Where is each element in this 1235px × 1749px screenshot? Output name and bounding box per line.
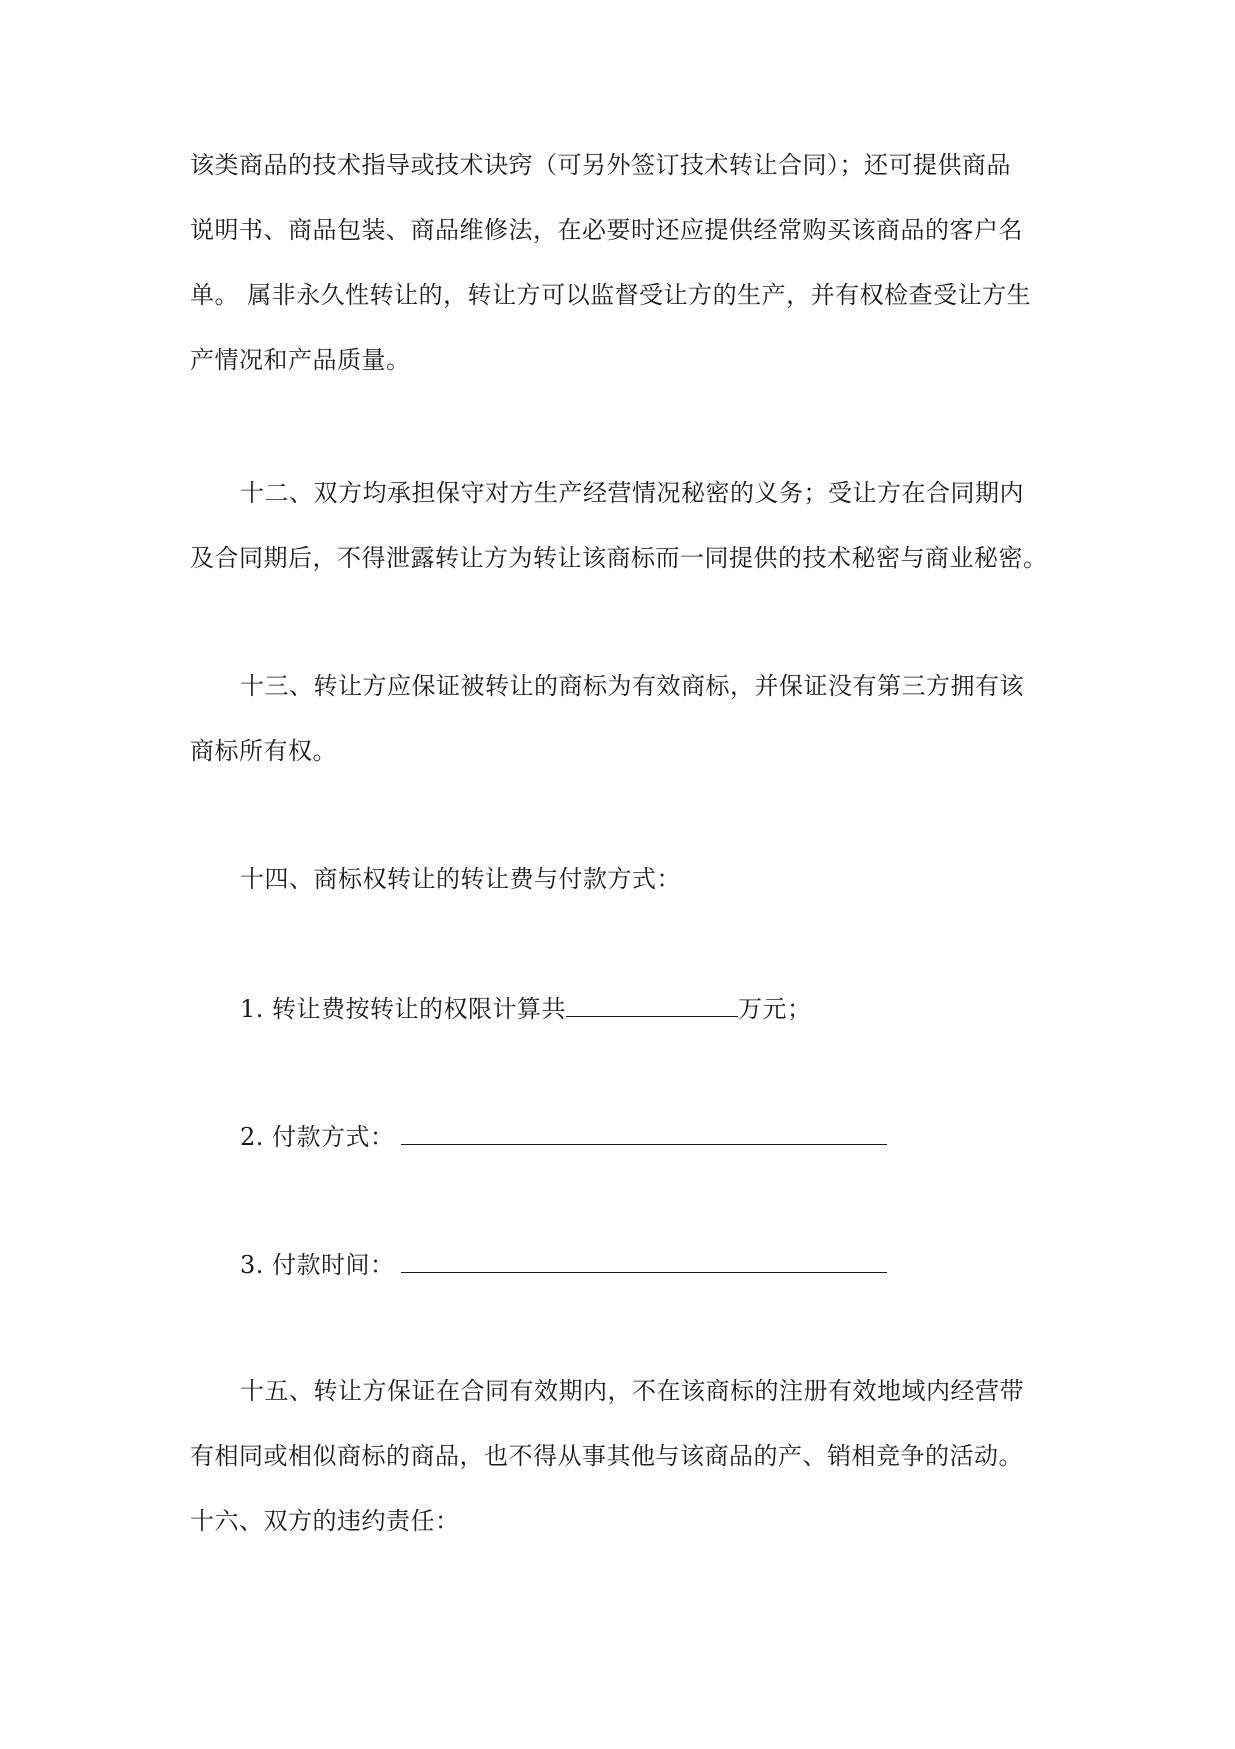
clause-16-heading: 十六、双方的违约责任： [190, 1507, 460, 1535]
clause-11-line-3: 单。 属非永久性转让的，转让方可以监督受让方的生产，并有权检查受让方生 [190, 281, 1032, 309]
item-1-suffix: 万元； [738, 995, 812, 1023]
clause-11-line-2: 说明书、商品包装、商品维修法，在必要时还应提供经常购买该商品的客户名 [190, 216, 1023, 244]
clause-13-line-1: 十三、转让方应保证被转让的商标为有效商标，并保证没有第三方拥有该 [240, 672, 1024, 700]
item-3-label: 3. 付款时间： [240, 1251, 395, 1279]
clause-14-item-2 [240, 1120, 887, 1152]
payment-method-blank [401, 1120, 887, 1145]
clause-12-line-1: 十二、双方均承担保守对方生产经营情况秘密的义务；受让方在合同期内 [240, 479, 1024, 507]
clause-12-line-2: 及合同期后，不得泄露转让方为转让该商标而一同提供的技术秘密与商业秘密。 [190, 544, 1048, 572]
item-1-prefix: 1. 转让费按转让的权限计算共 [240, 995, 567, 1023]
payment-time-blank [401, 1248, 887, 1273]
item-2-label: 2. 付款方式： [240, 1123, 395, 1151]
clause-11-line-4: 产情况和产品质量。 [190, 346, 411, 374]
clause-11-line-1: 该类商品的技术指导或技术诀窍（可另外签订技术转让合同）；还可提供商品 [190, 151, 1011, 179]
clause-15-line-1: 十五、转让方保证在合同有效期内，不在该商标的注册有效地域内经营带 [240, 1377, 1024, 1405]
clause-15-line-2: 有相同或相似商标的商品，也不得从事其他与该商品的产、销相竞争的活动。 [190, 1442, 1023, 1470]
clause-14-heading: 十四、商标权转让的转让费与付款方式： [240, 865, 681, 893]
clause-13-line-2: 商标所有权。 [190, 737, 337, 765]
clause-14-item-1 [240, 992, 812, 1024]
fee-amount-blank [566, 992, 738, 1017]
clause-14-item-3 [240, 1248, 887, 1280]
